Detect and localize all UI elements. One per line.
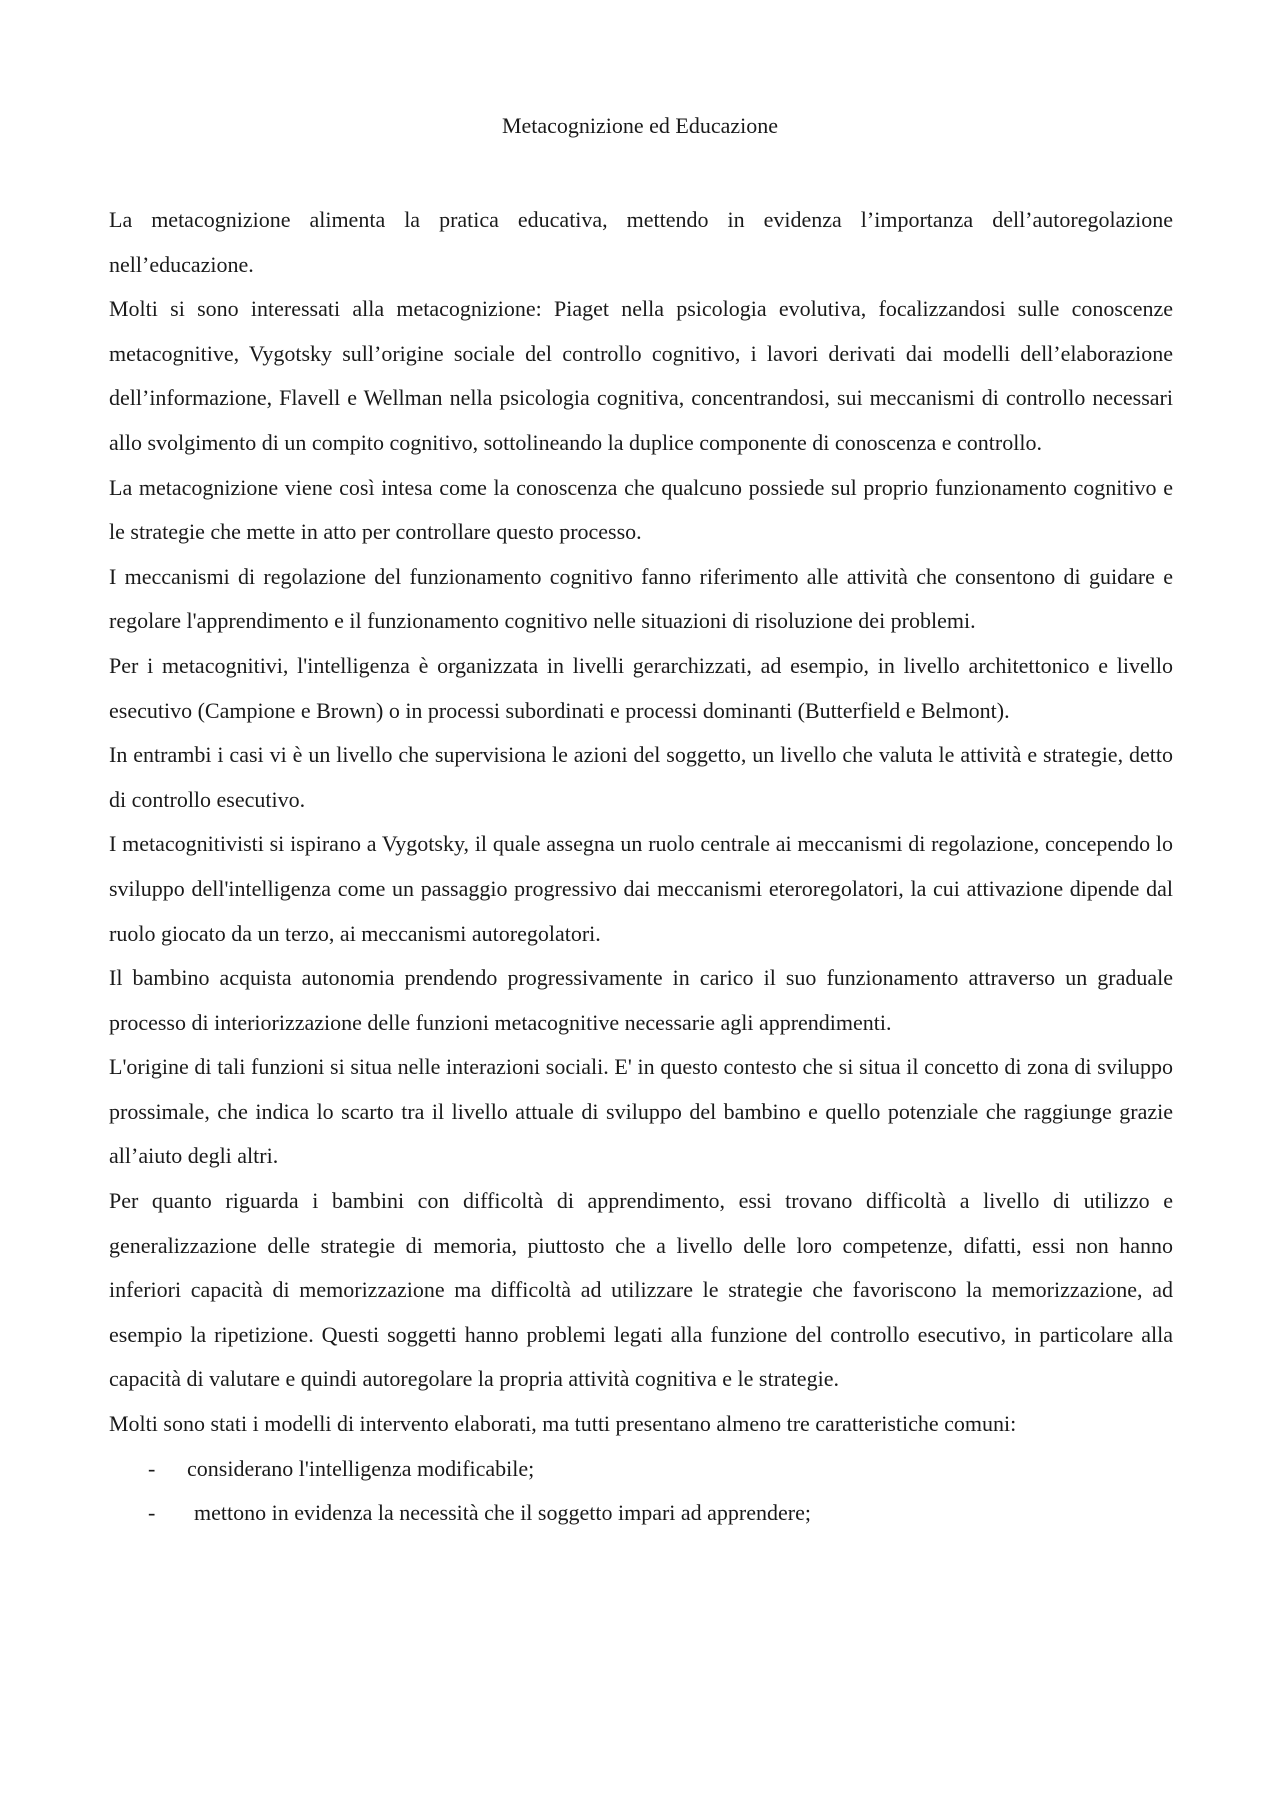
paragraph: Molti si sono interessati alla metacognizione: Piaget nella psicologia evolutiva, focalizzandosi sulle conoscenze metacognitive, Vygotsky sull’origine sociale del controllo cognitivo, i lavori derivati dai modelli dell’elaborazione dell’informazione, Flavell e Wellman nella psicologia cognitiva, concentrandosi, sui meccanismi di controllo necessari allo svolgimento di un compito cognitivo, sottolineando la duplice componente di conoscenza e controllo. bbox=[109, 296, 1173, 455]
paragraph: Molti sono stati i modelli di intervento elaborati, ma tutti presentano almeno tre caratteristiche comuni: bbox=[109, 1411, 1017, 1437]
paragraph: I meccanismi di regolazione del funzionamento cognitivo fanno riferimento alle attività che consentono di guidare e regolare l'apprendimento e il funzionamento cognitivo nelle situazioni di risoluzione dei problemi. bbox=[109, 563, 1173, 634]
paragraph: La metacognizione alimenta la pratica educativa, mettendo in evidenza l’importanza dell’autoregolazione nell’educazione. bbox=[109, 207, 1173, 277]
document-body bbox=[109, 198, 1173, 1536]
paragraph: L'origine di tali funzioni si situa nelle interazioni sociali. E' in questo contesto che si situa il concetto di zona di sviluppo prossimale, che indica lo scarto tra il livello attuale di sviluppo del bambino e quello potenziale che raggiunge grazie all’aiuto degli altri. bbox=[109, 1054, 1173, 1169]
paragraph: In entrambi i casi vi è un livello che supervisiona le azioni del soggetto, un livello che valuta le attività e strategie, detto di controllo esecutivo. bbox=[109, 742, 1173, 812]
list-item-text: considerano l'intelligenza modificabile; bbox=[187, 1455, 535, 1481]
list-marker: - bbox=[148, 1500, 156, 1526]
list-marker: - bbox=[148, 1455, 156, 1481]
list-item bbox=[109, 1491, 1173, 1536]
list-item bbox=[109, 1447, 1173, 1492]
paragraph: Per i metacognitivi, l'intelligenza è organizzata in livelli gerarchizzati, ad esempio, in livello architettonico e livello esecutivo (Campione e Brown) o in processi subordinati e processi dominanti (Butterfield e Belmont). bbox=[109, 652, 1173, 723]
paragraph: Per quanto riguarda i bambini con difficoltà di apprendimento, essi trovano difficoltà a livello di utilizzo e generalizzazione delle strategie di memoria, piuttosto che a livello delle loro competenze, difatti, essi non hanno inferiori capacità di memorizzazione ma difficoltà ad utilizzare le strategie che favoriscono la memorizzazione, ad esempio la ripetizione. Questi soggetti hanno problemi legati alla funzione del controllo esecutivo, in particolare alla capacità di valutare e quindi autoregolare la propria attività cognitiva e le strategie. bbox=[109, 1188, 1173, 1392]
paragraph: I metacognitivisti si ispirano a Vygotsky, il quale assegna un ruolo centrale ai meccanismi di regolazione, concependo lo sviluppo dell'intelligenza come un passaggio progressivo dai meccanismi eteroregolatori, la cui attivazione dipende dal ruolo giocato da un terzo, ai meccanismi autoregolatori. bbox=[109, 831, 1173, 946]
paragraph: La metacognizione viene così intesa come la conoscenza che qualcuno possiede sul proprio funzionamento cognitivo e le strategie che mette in atto per controllare questo processo. bbox=[109, 474, 1173, 545]
list-item-text: mettono in evidenza la necessità che il soggetto impari ad apprendere; bbox=[194, 1500, 811, 1526]
document-title: Metacognizione ed Educazione bbox=[501, 113, 779, 138]
paragraph: Il bambino acquista autonomia prendendo progressivamente in carico il suo funzionamento attraverso un graduale processo di interiorizzazione delle funzioni metacognitive necessarie agli apprendimenti. bbox=[109, 965, 1173, 1035]
bullet-list bbox=[109, 1447, 1173, 1536]
